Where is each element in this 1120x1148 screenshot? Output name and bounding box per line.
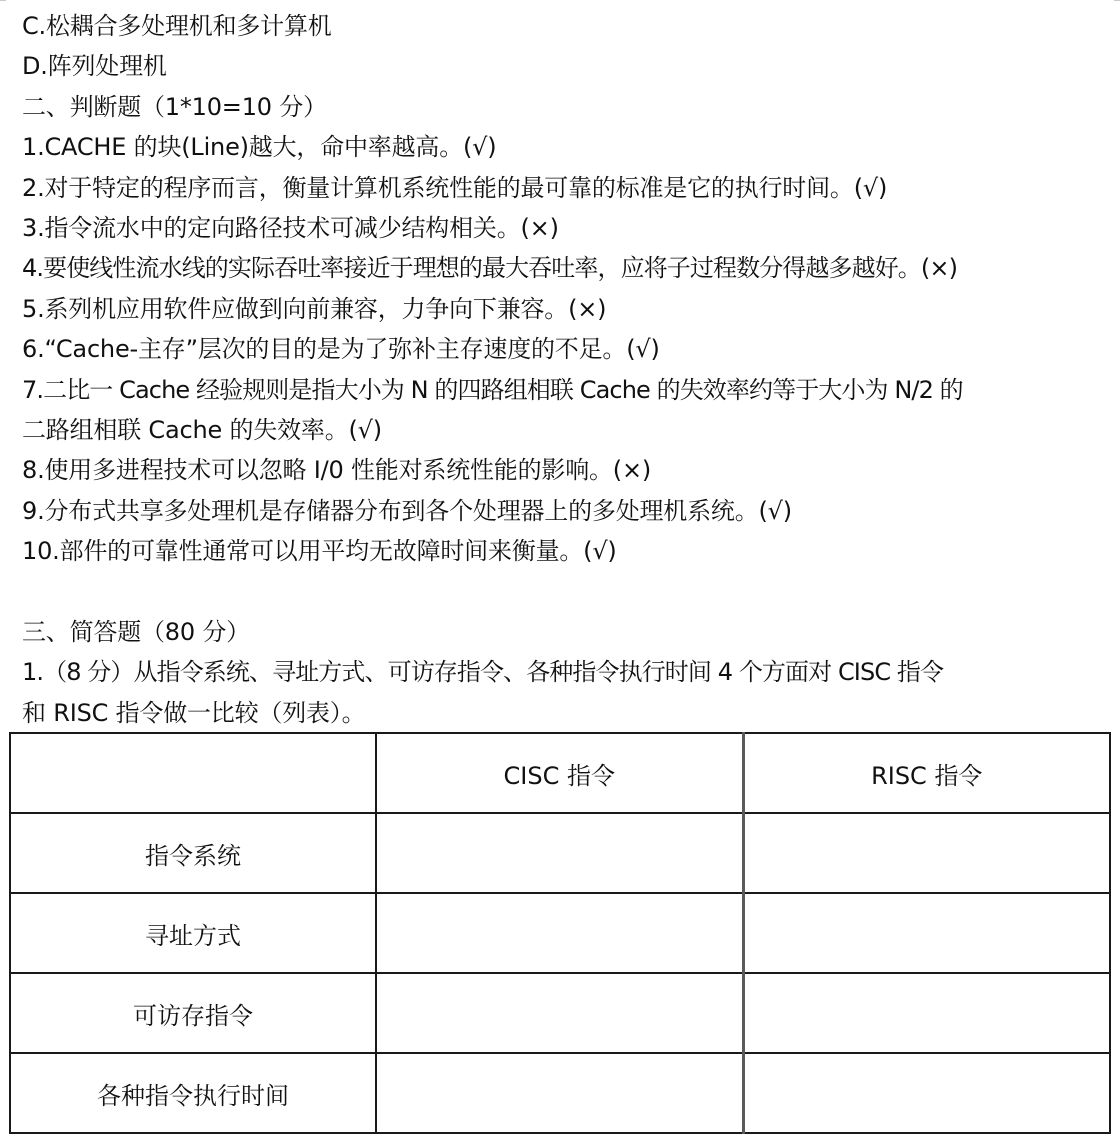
question-1: 1.（8 分）从指令系统、寻址方式、可访存指令、各种指令执行时间 4 个方面对 CISC 指令 xyxy=(22,658,944,687)
table-header-cell xyxy=(10,733,376,813)
table-cell xyxy=(376,973,743,1053)
table-cell xyxy=(743,813,1110,893)
tf-item-5: 5.系列机应用软件应做到向前兼容，力争向下兼容。(×) xyxy=(22,294,607,323)
table-row xyxy=(10,1053,1110,1133)
blank-line xyxy=(22,571,1117,611)
row-label-memory-access-instructions: 可访存指令 xyxy=(10,973,376,1053)
tf-item-8: 8.使用多进程技术可以忽略 I/0 性能对系统性能的影响。(×) xyxy=(22,456,652,485)
table-row xyxy=(10,973,1110,1053)
tf-item-9: 9.分布式共享多处理机是存储器分布到各个处理器上的多处理机系统。(√) xyxy=(22,496,792,525)
table-cell xyxy=(743,1053,1110,1133)
question-1-cont: 和 RISC 指令做一比较（列表）。 xyxy=(22,698,366,727)
section-heading-short-answer: 三、简答题（80 分） xyxy=(22,617,250,646)
table-row xyxy=(10,813,1110,893)
table-row xyxy=(10,893,1110,973)
tf-item-7-cont: 二路组相联 Cache 的失效率。(√) xyxy=(22,415,382,444)
table-header-cisc: CISC 指令 xyxy=(376,733,743,813)
tf-item-4: 4.要使线性流水线的实际吞吐率接近于理想的最大吞吐率，应将子过程数分得越多越好。(×) xyxy=(22,254,958,283)
tf-item-1: 1.CACHE 的块(Line)越大，命中率越高。(√) xyxy=(22,133,497,162)
tf-item-7: 7.二比一 Cache 经验规则是指大小为 N 的四路组相联 Cache 的失效率约等于大小为 N/2 的 xyxy=(22,375,963,404)
option-d: D.阵列处理机 xyxy=(22,52,167,81)
page-corner-mark xyxy=(0,0,6,1)
table-header-row xyxy=(10,733,1110,813)
document-text xyxy=(22,6,1117,733)
table-cell xyxy=(376,813,743,893)
tf-item-2: 2.对于特定的程序而言，衡量计算机系统性能的最可靠的标准是它的执行时间。(√) xyxy=(22,173,888,202)
page-corner-mark xyxy=(1114,0,1120,1)
tf-item-10: 10.部件的可靠性通常可以用平均无故障时间来衡量。(√) xyxy=(22,537,617,566)
table-cell xyxy=(376,1053,743,1133)
table-cell xyxy=(743,973,1110,1053)
table-cell xyxy=(376,893,743,973)
option-c: C.松耦合多处理机和多计算机 xyxy=(22,12,332,40)
comparison-table xyxy=(9,732,1111,1134)
table-cell xyxy=(743,893,1110,973)
tf-item-6: 6.“Cache-主存”层次的目的是为了弥补主存速度的不足。(√) xyxy=(22,335,660,364)
row-label-addressing-mode: 寻址方式 xyxy=(10,893,376,973)
tf-item-3: 3.指令流水中的定向路径技术可减少结构相关。(×) xyxy=(22,213,559,242)
section-heading-true-false: 二、判断题（1*10=10 分） xyxy=(22,92,327,121)
row-label-instruction-set: 指令系统 xyxy=(10,813,376,893)
row-label-execution-time: 各种指令执行时间 xyxy=(10,1053,376,1133)
table-header-risc: RISC 指令 xyxy=(743,733,1110,813)
